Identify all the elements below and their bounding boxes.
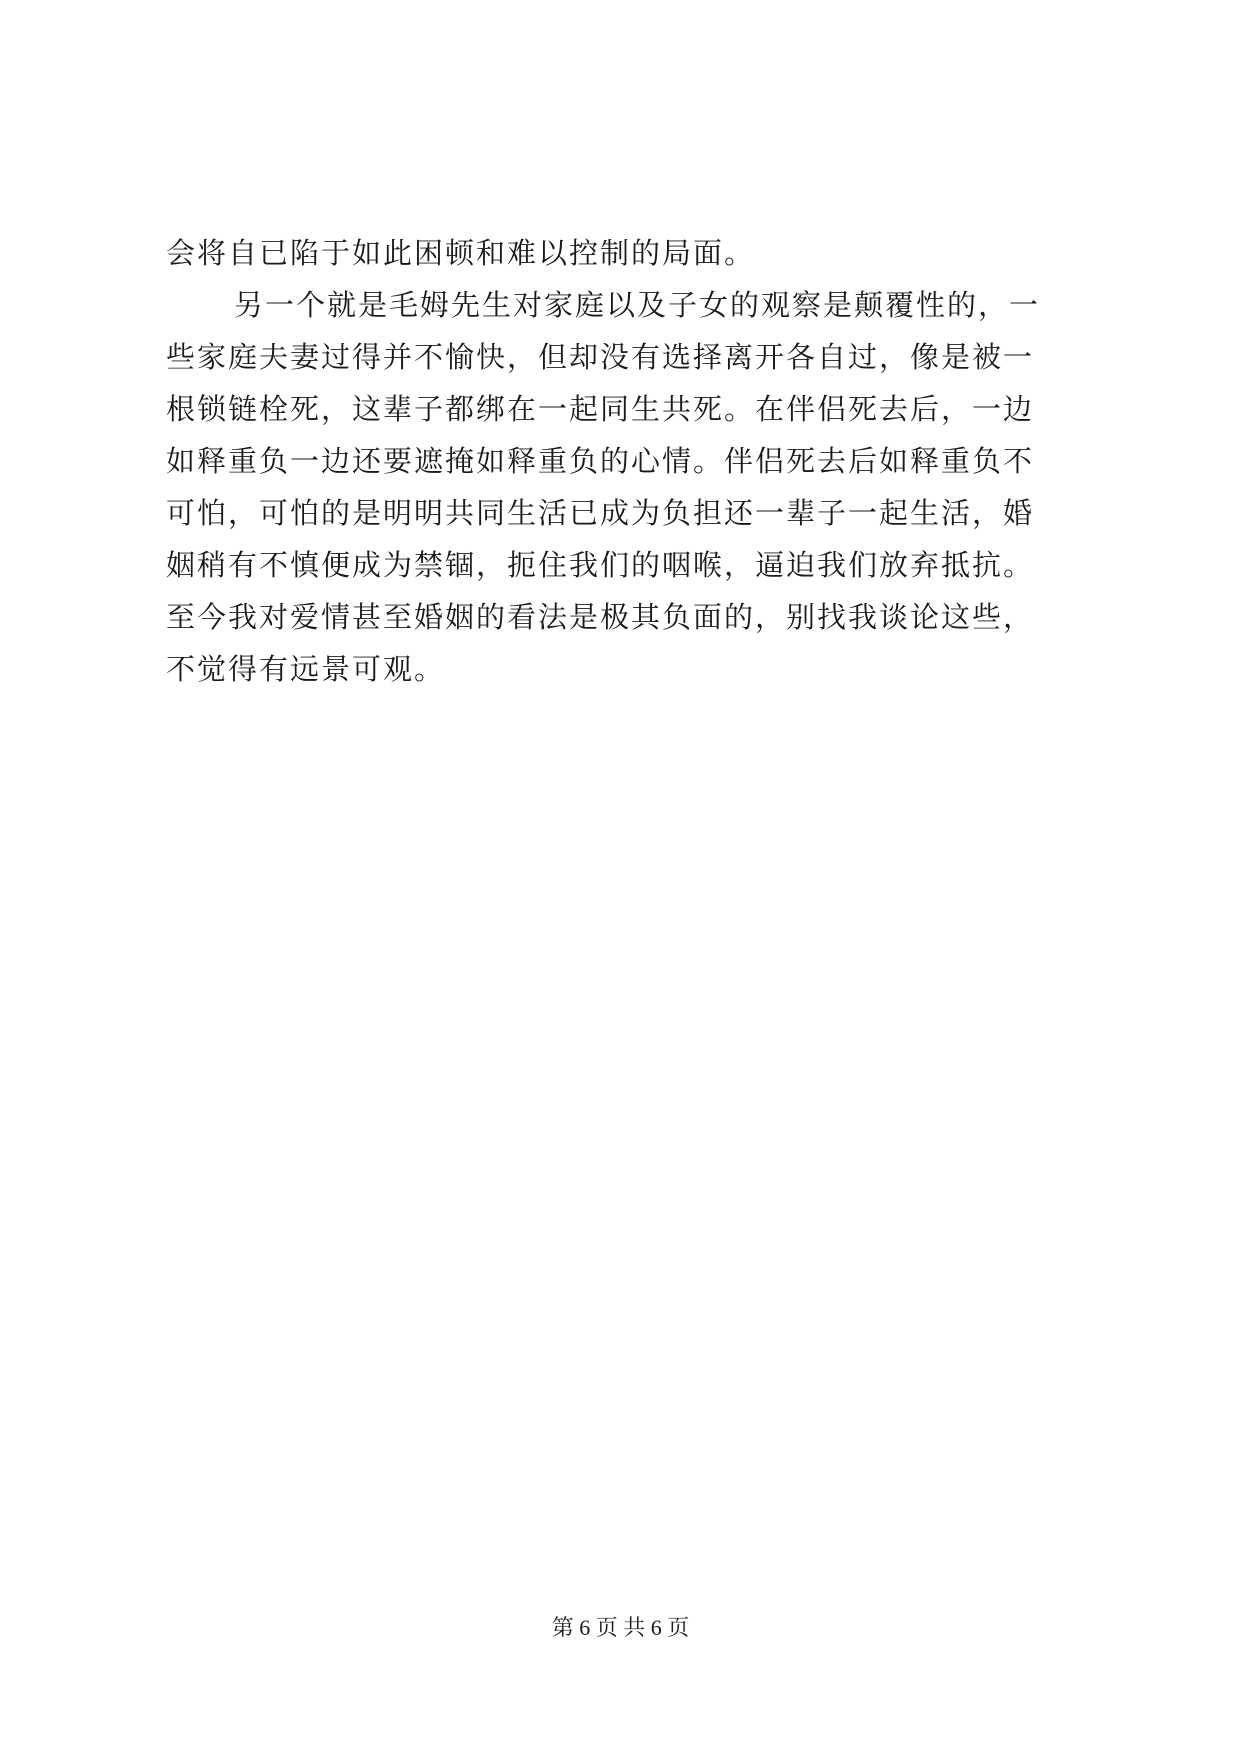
paragraph-first-line: 另一个就是毛姆先生对家庭以及子女的观察是颠覆性的，一 [234, 288, 1041, 322]
text-line: 至今我对爱情甚至婚姻的看法是极其负面的，别找我谈论这些， [166, 600, 1035, 634]
text-line: 可怕，可怕的是明明共同生活已成为负担还一辈子一起生活，婚 [166, 496, 1035, 530]
page-number-footer: 第 6 页 共 6 页 [551, 1615, 690, 1640]
text-line: 根锁链栓死，这辈子都绑在一起同生共死。在伴侣死去后，一边 [166, 392, 1035, 426]
text-line: 不觉得有远景可观。 [166, 652, 446, 686]
text-line: 姻稍有不慎便成为禁锢，扼住我们的咽喉，逼迫我们放弃抵抗。 [166, 548, 1035, 582]
text-line: 如释重负一边还要遮掩如释重负的心情。伴侣死去后如释重负不 [166, 444, 1035, 478]
text-line: 些家庭夫妻过得并不愉快，但却没有选择离开各自过，像是被一 [166, 340, 1035, 374]
body-text [166, 227, 1086, 695]
text-line: 会将自已陷于如此困顿和难以控制的局面。 [166, 236, 756, 270]
